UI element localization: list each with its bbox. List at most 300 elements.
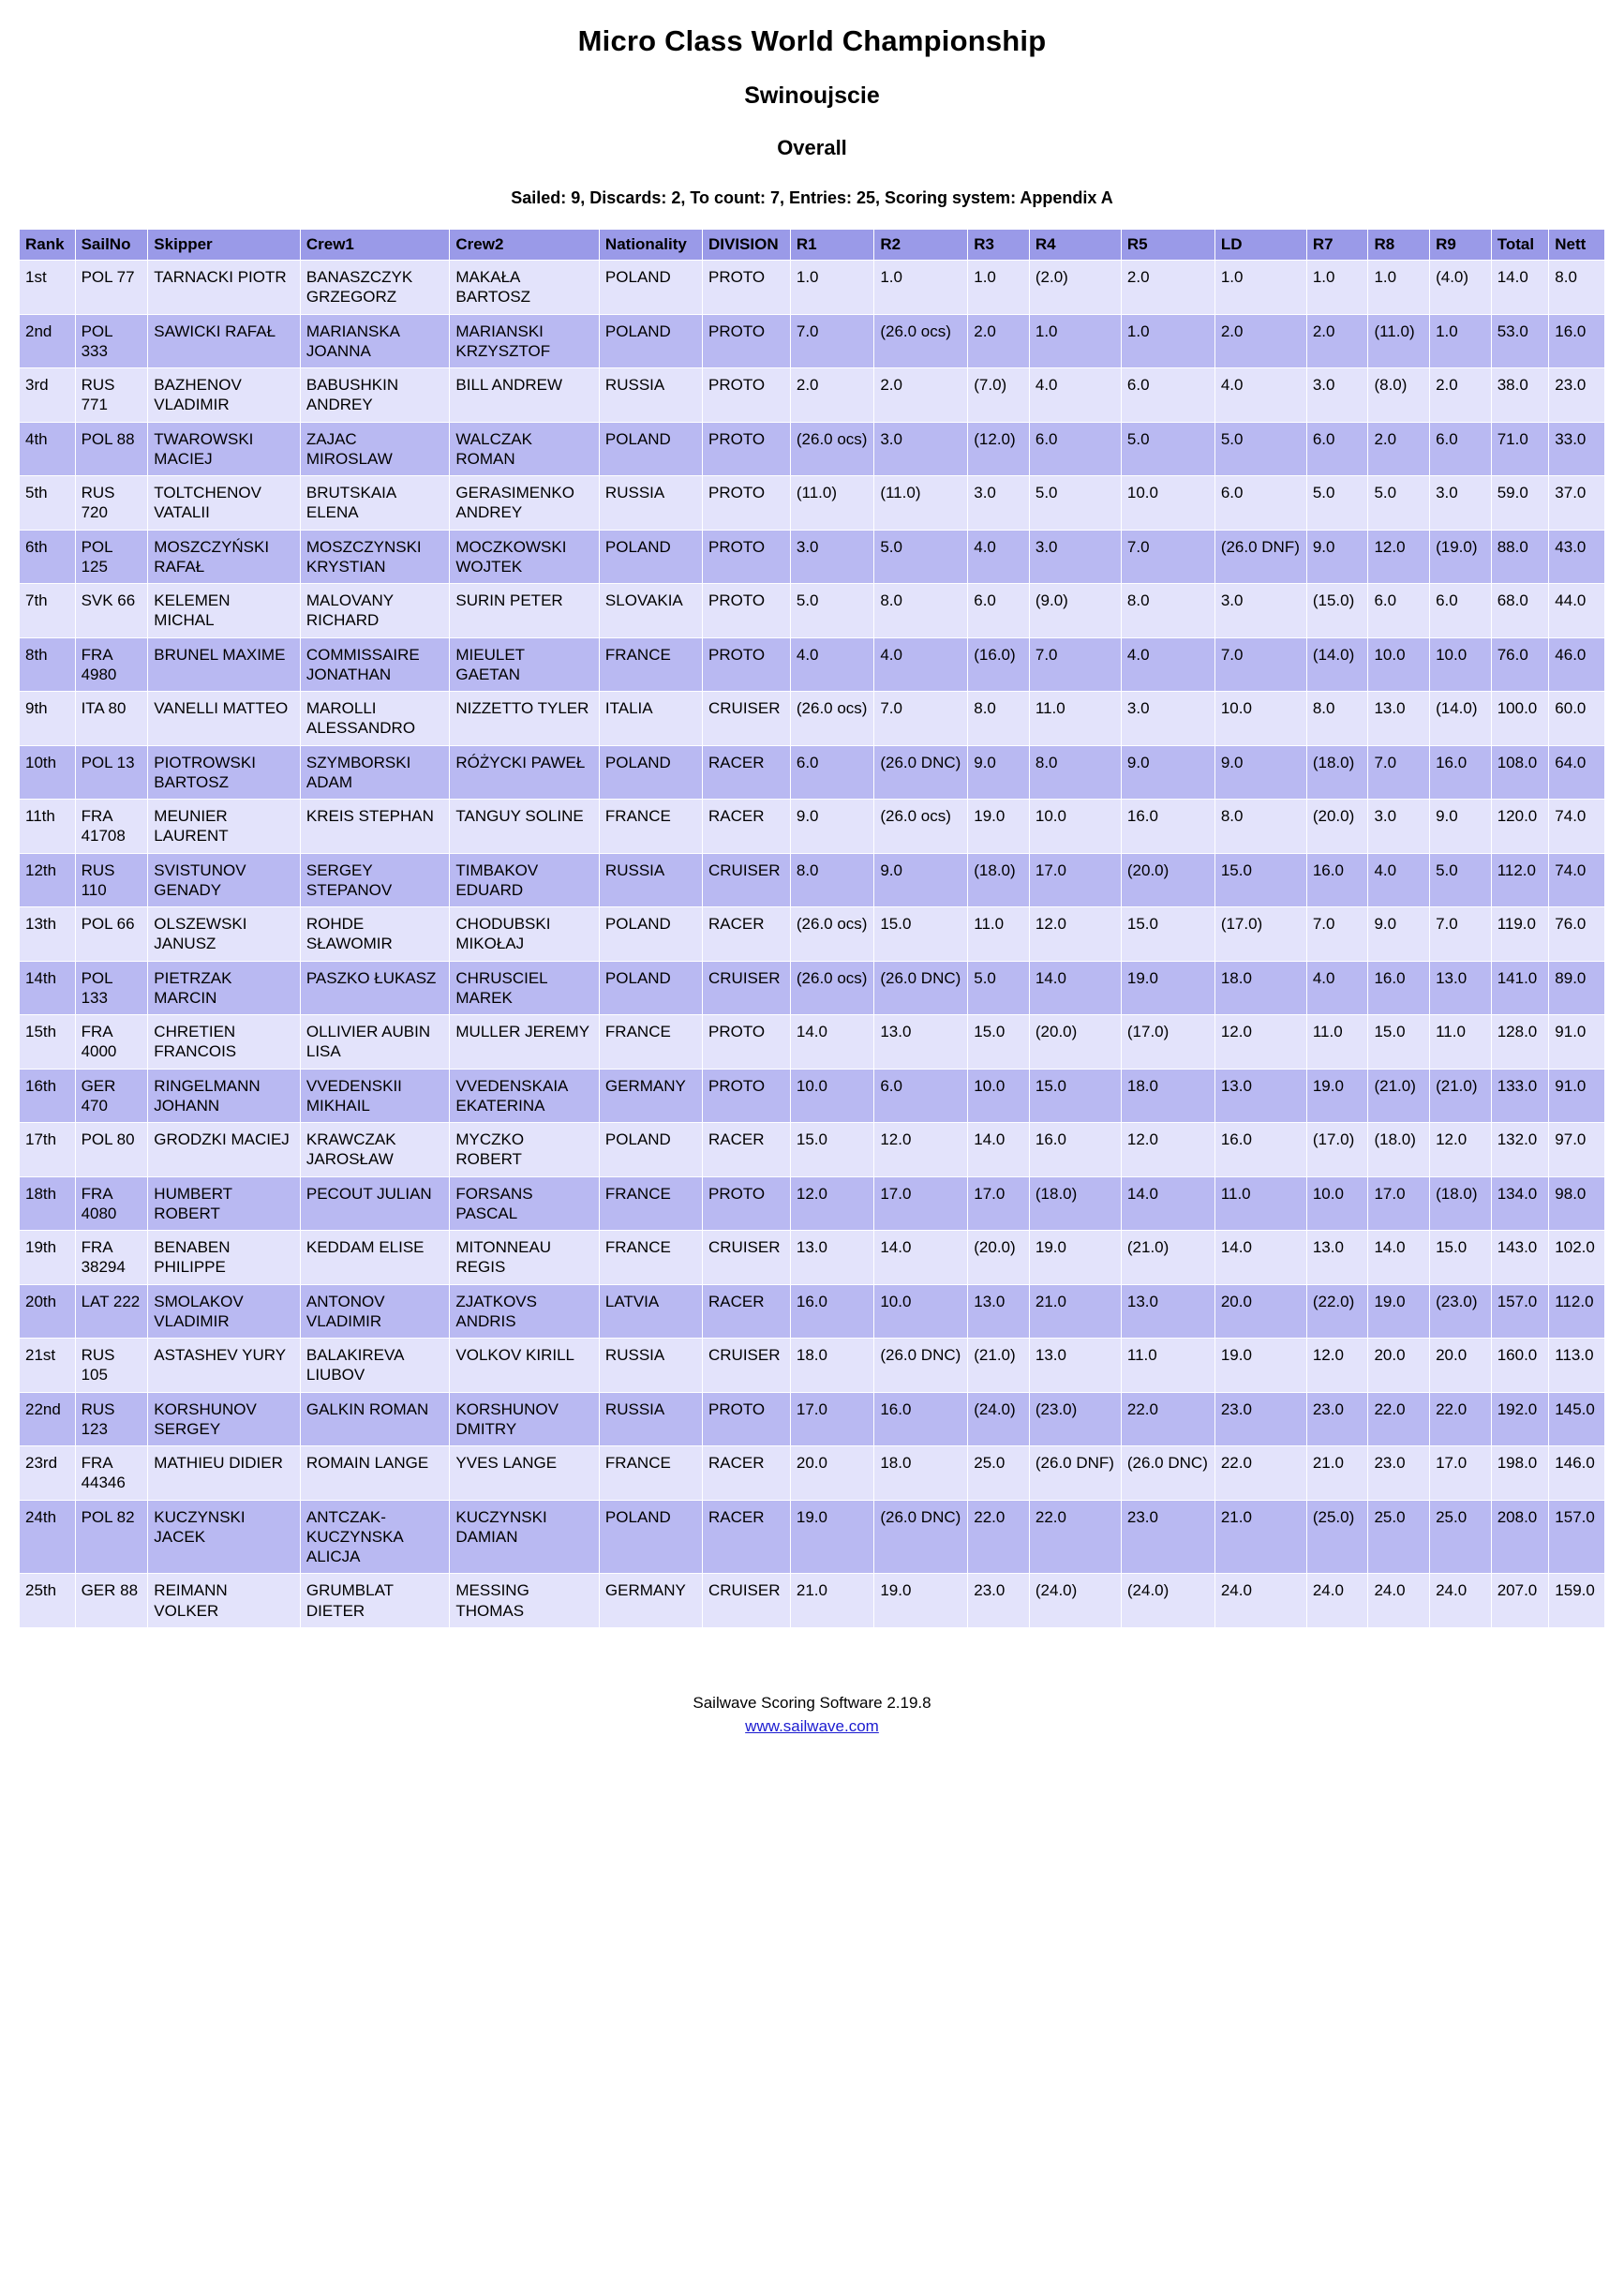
- cell-race-7: 2.0: [1307, 315, 1368, 368]
- cell-race-6: 5.0: [1215, 423, 1306, 476]
- cell-race-6: 23.0: [1215, 1393, 1306, 1446]
- cell-race-8: 9.0: [1368, 907, 1429, 961]
- cell-race-7: 3.0: [1307, 368, 1368, 422]
- cell-race-5: 6.0: [1122, 368, 1214, 422]
- cell-race-8: 10.0: [1368, 638, 1429, 692]
- table-row: [20, 584, 1604, 637]
- cell-race-3: 22.0: [968, 1501, 1029, 1574]
- footer: [0, 1694, 1624, 1736]
- cell-race-3: 3.0: [968, 476, 1029, 530]
- cell-nationality: FRANCE: [600, 1015, 702, 1069]
- cell-division: RACER: [703, 1123, 790, 1176]
- cell-total: 192.0: [1492, 1393, 1549, 1446]
- cell-race-8: 6.0: [1368, 584, 1429, 637]
- column-header-crew2: Crew2: [450, 230, 599, 260]
- cell-nationality: GERMANY: [600, 1070, 702, 1123]
- cell-total: 88.0: [1492, 531, 1549, 584]
- cell-crew2: CHODUBSKI MIKOŁAJ: [450, 907, 599, 961]
- cell-race-8: 13.0: [1368, 692, 1429, 745]
- cell-race-7: 7.0: [1307, 907, 1368, 961]
- cell-race-3: 9.0: [968, 746, 1029, 800]
- cell-race-8: 2.0: [1368, 423, 1429, 476]
- section-heading: Overall: [777, 136, 847, 159]
- table-row: [20, 368, 1604, 422]
- cell-race-6: 15.0: [1215, 854, 1306, 907]
- cell-rank: 9th: [20, 692, 75, 745]
- cell-nationality: RUSSIA: [600, 854, 702, 907]
- cell-nett: 159.0: [1549, 1574, 1604, 1627]
- cell-total: 208.0: [1492, 1501, 1549, 1574]
- cell-race-3: (24.0): [968, 1393, 1029, 1446]
- cell-skipper: MOSZCZYŃSKI RAFAŁ: [148, 531, 300, 584]
- cell-race-7: 8.0: [1307, 692, 1368, 745]
- cell-race-3: 13.0: [968, 1285, 1029, 1339]
- cell-crew2: TIMBAKOV EDUARD: [450, 854, 599, 907]
- cell-nationality: POLAND: [600, 531, 702, 584]
- cell-skipper: KORSHUNOV SERGEY: [148, 1393, 300, 1446]
- cell-race-2: 14.0: [874, 1231, 967, 1284]
- cell-race-8: (18.0): [1368, 1123, 1429, 1176]
- cell-race-1: 13.0: [791, 1231, 873, 1284]
- cell-race-9: 5.0: [1430, 854, 1491, 907]
- cell-race-8: 25.0: [1368, 1501, 1429, 1574]
- cell-race-3: (18.0): [968, 854, 1029, 907]
- column-header-r7: R7: [1307, 230, 1368, 260]
- cell-race-7: 24.0: [1307, 1574, 1368, 1627]
- cell-race-3: 14.0: [968, 1123, 1029, 1176]
- cell-race-5: 23.0: [1122, 1501, 1214, 1574]
- cell-race-5: (24.0): [1122, 1574, 1214, 1627]
- cell-race-8: 5.0: [1368, 476, 1429, 530]
- cell-race-9: 25.0: [1430, 1501, 1491, 1574]
- cell-race-1: (26.0 ocs): [791, 692, 873, 745]
- cell-division: PROTO: [703, 476, 790, 530]
- cell-sailno: POL 133: [76, 962, 148, 1015]
- results-table: [19, 229, 1605, 1628]
- cell-nationality: POLAND: [600, 261, 702, 314]
- cell-rank: 4th: [20, 423, 75, 476]
- cell-sailno: POL 125: [76, 531, 148, 584]
- cell-sailno: GER 88: [76, 1574, 148, 1627]
- cell-race-9: 6.0: [1430, 584, 1491, 637]
- cell-crew2: MOCZKOWSKI WOJTEK: [450, 531, 599, 584]
- cell-nationality: FRANCE: [600, 1446, 702, 1500]
- cell-division: PROTO: [703, 1393, 790, 1446]
- cell-race-3: 19.0: [968, 800, 1029, 853]
- cell-rank: 6th: [20, 531, 75, 584]
- cell-rank: 15th: [20, 1015, 75, 1069]
- results-table-body: [20, 261, 1604, 1627]
- cell-race-3: 1.0: [968, 261, 1029, 314]
- table-row: [20, 854, 1604, 907]
- cell-race-9: 24.0: [1430, 1574, 1491, 1627]
- cell-nett: 146.0: [1549, 1446, 1604, 1500]
- table-row: [20, 1574, 1604, 1627]
- cell-race-9: 10.0: [1430, 638, 1491, 692]
- cell-race-3: (12.0): [968, 423, 1029, 476]
- table-row: [20, 746, 1604, 800]
- cell-race-2: (26.0 DNC): [874, 1501, 967, 1574]
- cell-race-1: 4.0: [791, 638, 873, 692]
- cell-race-3: 6.0: [968, 584, 1029, 637]
- cell-sailno: POL 82: [76, 1501, 148, 1574]
- cell-race-8: 16.0: [1368, 962, 1429, 1015]
- cell-total: 134.0: [1492, 1177, 1549, 1231]
- cell-race-6: 1.0: [1215, 261, 1306, 314]
- cell-race-2: 7.0: [874, 692, 967, 745]
- cell-total: 14.0: [1492, 261, 1549, 314]
- sailwave-link[interactable]: www.sailwave.com: [745, 1716, 879, 1735]
- cell-division: CRUISER: [703, 692, 790, 745]
- cell-race-5: 14.0: [1122, 1177, 1214, 1231]
- cell-race-8: 22.0: [1368, 1393, 1429, 1446]
- cell-nationality: RUSSIA: [600, 368, 702, 422]
- cell-race-9: 17.0: [1430, 1446, 1491, 1500]
- cell-race-5: (17.0): [1122, 1015, 1214, 1069]
- cell-race-6: 8.0: [1215, 800, 1306, 853]
- cell-race-1: (26.0 ocs): [791, 423, 873, 476]
- column-header-nett: Nett: [1549, 230, 1604, 260]
- cell-division: CRUISER: [703, 854, 790, 907]
- cell-rank: 22nd: [20, 1393, 75, 1446]
- cell-race-6: 18.0: [1215, 962, 1306, 1015]
- cell-race-8: 20.0: [1368, 1339, 1429, 1392]
- table-row: [20, 1393, 1604, 1446]
- cell-sailno: POL 333: [76, 315, 148, 368]
- cell-division: RACER: [703, 800, 790, 853]
- cell-total: 68.0: [1492, 584, 1549, 637]
- cell-race-2: (11.0): [874, 476, 967, 530]
- cell-race-7: 21.0: [1307, 1446, 1368, 1500]
- cell-race-5: (20.0): [1122, 854, 1214, 907]
- cell-race-9: 15.0: [1430, 1231, 1491, 1284]
- cell-division: RACER: [703, 1285, 790, 1339]
- table-row: [20, 1015, 1604, 1069]
- cell-race-5: (26.0 DNC): [1122, 1446, 1214, 1500]
- cell-division: PROTO: [703, 531, 790, 584]
- cell-race-1: 1.0: [791, 261, 873, 314]
- cell-race-9: 12.0: [1430, 1123, 1491, 1176]
- column-header-total: Total: [1492, 230, 1549, 260]
- cell-crew2: MESSING THOMAS: [450, 1574, 599, 1627]
- cell-crew1: ANTONOV VLADIMIR: [301, 1285, 450, 1339]
- cell-nett: 64.0: [1549, 746, 1604, 800]
- cell-rank: 7th: [20, 584, 75, 637]
- cell-crew1: BANASZCZYK GRZEGORZ: [301, 261, 450, 314]
- cell-race-7: 13.0: [1307, 1231, 1368, 1284]
- cell-nationality: GERMANY: [600, 1574, 702, 1627]
- cell-race-4: 6.0: [1030, 423, 1121, 476]
- cell-race-3: (20.0): [968, 1231, 1029, 1284]
- cell-skipper: REIMANN VOLKER: [148, 1574, 300, 1627]
- cell-race-4: 1.0: [1030, 315, 1121, 368]
- cell-race-5: 4.0: [1122, 638, 1214, 692]
- cell-race-9: (21.0): [1430, 1070, 1491, 1123]
- cell-crew2: MARIANSKI KRZYSZTOF: [450, 315, 599, 368]
- cell-race-2: 13.0: [874, 1015, 967, 1069]
- column-header-r4: R4: [1030, 230, 1121, 260]
- cell-race-3: 10.0: [968, 1070, 1029, 1123]
- cell-race-1: 12.0: [791, 1177, 873, 1231]
- cell-race-6: 24.0: [1215, 1574, 1306, 1627]
- table-row: [20, 1285, 1604, 1339]
- cell-total: 76.0: [1492, 638, 1549, 692]
- cell-race-1: 19.0: [791, 1501, 873, 1574]
- cell-skipper: BAZHENOV VLADIMIR: [148, 368, 300, 422]
- cell-rank: 14th: [20, 962, 75, 1015]
- cell-crew1: KRAWCZAK JAROSŁAW: [301, 1123, 450, 1176]
- cell-rank: 8th: [20, 638, 75, 692]
- cell-race-6: (17.0): [1215, 907, 1306, 961]
- cell-total: 160.0: [1492, 1339, 1549, 1392]
- cell-nationality: FRANCE: [600, 1231, 702, 1284]
- cell-race-2: 8.0: [874, 584, 967, 637]
- cell-skipper: PIETRZAK MARCIN: [148, 962, 300, 1015]
- cell-race-1: 6.0: [791, 746, 873, 800]
- cell-rank: 20th: [20, 1285, 75, 1339]
- cell-race-6: 9.0: [1215, 746, 1306, 800]
- cell-race-4: (20.0): [1030, 1015, 1121, 1069]
- cell-race-4: (24.0): [1030, 1574, 1121, 1627]
- cell-nationality: POLAND: [600, 962, 702, 1015]
- cell-nationality: FRANCE: [600, 800, 702, 853]
- cell-race-2: 9.0: [874, 854, 967, 907]
- cell-total: 143.0: [1492, 1231, 1549, 1284]
- cell-race-2: 18.0: [874, 1446, 967, 1500]
- cell-race-5: 5.0: [1122, 423, 1214, 476]
- cell-nett: 157.0: [1549, 1501, 1604, 1574]
- cell-race-2: 15.0: [874, 907, 967, 961]
- cell-race-7: 16.0: [1307, 854, 1368, 907]
- cell-crew1: SERGEY STEPANOV: [301, 854, 450, 907]
- cell-division: PROTO: [703, 261, 790, 314]
- column-header-crew1: Crew1: [301, 230, 450, 260]
- cell-crew2: VVEDENSKAIA EKATERINA: [450, 1070, 599, 1123]
- column-header-rank: Rank: [20, 230, 75, 260]
- cell-race-4: 19.0: [1030, 1231, 1121, 1284]
- cell-total: 207.0: [1492, 1574, 1549, 1627]
- cell-sailno: POL 66: [76, 907, 148, 961]
- cell-race-4: 5.0: [1030, 476, 1121, 530]
- cell-sailno: ITA 80: [76, 692, 148, 745]
- cell-crew2: MAKAŁA BARTOSZ: [450, 261, 599, 314]
- cell-race-7: 12.0: [1307, 1339, 1368, 1392]
- cell-race-4: 3.0: [1030, 531, 1121, 584]
- cell-race-4: 17.0: [1030, 854, 1121, 907]
- cell-total: 133.0: [1492, 1070, 1549, 1123]
- cell-division: PROTO: [703, 1177, 790, 1231]
- cell-race-3: 2.0: [968, 315, 1029, 368]
- cell-race-6: 14.0: [1215, 1231, 1306, 1284]
- cell-crew1: PECOUT JULIAN: [301, 1177, 450, 1231]
- cell-total: 71.0: [1492, 423, 1549, 476]
- cell-division: RACER: [703, 907, 790, 961]
- cell-race-4: 21.0: [1030, 1285, 1121, 1339]
- cell-total: 132.0: [1492, 1123, 1549, 1176]
- cell-race-3: 15.0: [968, 1015, 1029, 1069]
- cell-race-7: 6.0: [1307, 423, 1368, 476]
- cell-rank: 19th: [20, 1231, 75, 1284]
- cell-race-3: (7.0): [968, 368, 1029, 422]
- cell-race-5: 2.0: [1122, 261, 1214, 314]
- table-row: [20, 962, 1604, 1015]
- cell-nett: 91.0: [1549, 1070, 1604, 1123]
- cell-race-8: 24.0: [1368, 1574, 1429, 1627]
- cell-division: PROTO: [703, 423, 790, 476]
- cell-skipper: SAWICKI RAFAŁ: [148, 315, 300, 368]
- cell-nett: 76.0: [1549, 907, 1604, 961]
- cell-crew1: VVEDENSKII MIKHAIL: [301, 1070, 450, 1123]
- cell-nett: 74.0: [1549, 854, 1604, 907]
- column-header-r8: R8: [1368, 230, 1429, 260]
- cell-race-7: (14.0): [1307, 638, 1368, 692]
- cell-sailno: FRA 4980: [76, 638, 148, 692]
- cell-race-8: (8.0): [1368, 368, 1429, 422]
- table-row: [20, 531, 1604, 584]
- cell-race-4: 16.0: [1030, 1123, 1121, 1176]
- cell-nationality: RUSSIA: [600, 476, 702, 530]
- cell-crew2: NIZZETTO TYLER: [450, 692, 599, 745]
- cell-division: CRUISER: [703, 1574, 790, 1627]
- cell-sailno: POL 13: [76, 746, 148, 800]
- cell-rank: 10th: [20, 746, 75, 800]
- cell-skipper: HUMBERT ROBERT: [148, 1177, 300, 1231]
- cell-race-6: 13.0: [1215, 1070, 1306, 1123]
- column-header-nationality: Nationality: [600, 230, 702, 260]
- cell-race-8: (11.0): [1368, 315, 1429, 368]
- cell-crew2: MIEULET GAETAN: [450, 638, 599, 692]
- cell-total: 141.0: [1492, 962, 1549, 1015]
- cell-nett: 8.0: [1549, 261, 1604, 314]
- cell-race-5: 7.0: [1122, 531, 1214, 584]
- cell-skipper: SVISTUNOV GENADY: [148, 854, 300, 907]
- cell-race-6: 2.0: [1215, 315, 1306, 368]
- cell-nationality: SLOVAKIA: [600, 584, 702, 637]
- cell-nationality: LATVIA: [600, 1285, 702, 1339]
- cell-race-1: 21.0: [791, 1574, 873, 1627]
- cell-nett: 23.0: [1549, 368, 1604, 422]
- cell-crew1: MARIANSKA JOANNA: [301, 315, 450, 368]
- cell-division: CRUISER: [703, 1339, 790, 1392]
- cell-sailno: RUS 123: [76, 1393, 148, 1446]
- cell-race-4: 10.0: [1030, 800, 1121, 853]
- cell-race-6: 22.0: [1215, 1446, 1306, 1500]
- column-header-skipper: Skipper: [148, 230, 300, 260]
- cell-race-9: (19.0): [1430, 531, 1491, 584]
- cell-race-5: 10.0: [1122, 476, 1214, 530]
- cell-skipper: OLSZEWSKI JANUSZ: [148, 907, 300, 961]
- table-row: [20, 800, 1604, 853]
- cell-crew2: KUCZYNSKI DAMIAN: [450, 1501, 599, 1574]
- cell-race-8: 23.0: [1368, 1446, 1429, 1500]
- cell-crew2: RÓŻYCKI PAWEŁ: [450, 746, 599, 800]
- cell-race-5: 8.0: [1122, 584, 1214, 637]
- cell-sailno: RUS 105: [76, 1339, 148, 1392]
- cell-race-4: 4.0: [1030, 368, 1121, 422]
- cell-crew1: GALKIN ROMAN: [301, 1393, 450, 1446]
- cell-race-6: 19.0: [1215, 1339, 1306, 1392]
- cell-nationality: POLAND: [600, 907, 702, 961]
- cell-race-1: 5.0: [791, 584, 873, 637]
- cell-nationality: POLAND: [600, 746, 702, 800]
- cell-race-2: (26.0 ocs): [874, 315, 967, 368]
- cell-race-4: 7.0: [1030, 638, 1121, 692]
- cell-race-1: 15.0: [791, 1123, 873, 1176]
- cell-nett: 89.0: [1549, 962, 1604, 1015]
- cell-race-6: 4.0: [1215, 368, 1306, 422]
- cell-division: RACER: [703, 1446, 790, 1500]
- cell-race-2: 1.0: [874, 261, 967, 314]
- cell-race-6: 10.0: [1215, 692, 1306, 745]
- cell-crew1: BABUSHKIN ANDREY: [301, 368, 450, 422]
- column-header-ld: LD: [1215, 230, 1306, 260]
- cell-race-7: (20.0): [1307, 800, 1368, 853]
- cell-crew2: GERASIMENKO ANDREY: [450, 476, 599, 530]
- footer-software: Sailwave Scoring Software 2.19.8: [693, 1693, 931, 1712]
- cell-race-6: (26.0 DNF): [1215, 531, 1306, 584]
- cell-race-8: (21.0): [1368, 1070, 1429, 1123]
- cell-race-4: 13.0: [1030, 1339, 1121, 1392]
- page-title: Micro Class World Championship: [577, 24, 1047, 57]
- series-summary: Sailed: 9, Discards: 2, To count: 7, Entries: 25, Scoring system: Appendix A: [511, 188, 1113, 207]
- cell-sailno: POL 88: [76, 423, 148, 476]
- cell-race-1: 10.0: [791, 1070, 873, 1123]
- cell-race-6: 7.0: [1215, 638, 1306, 692]
- cell-division: PROTO: [703, 368, 790, 422]
- cell-race-2: 6.0: [874, 1070, 967, 1123]
- table-row: [20, 261, 1604, 314]
- cell-crew1: KREIS STEPHAN: [301, 800, 450, 853]
- table-row: [20, 907, 1604, 961]
- cell-race-7: 9.0: [1307, 531, 1368, 584]
- table-row: [20, 1501, 1604, 1574]
- cell-race-6: 6.0: [1215, 476, 1306, 530]
- cell-race-4: (2.0): [1030, 261, 1121, 314]
- cell-race-7: (25.0): [1307, 1501, 1368, 1574]
- cell-rank: 12th: [20, 854, 75, 907]
- cell-race-7: 5.0: [1307, 476, 1368, 530]
- cell-rank: 1st: [20, 261, 75, 314]
- cell-race-3: 8.0: [968, 692, 1029, 745]
- cell-race-9: 13.0: [1430, 962, 1491, 1015]
- cell-sailno: POL 77: [76, 261, 148, 314]
- cell-division: PROTO: [703, 1015, 790, 1069]
- cell-crew2: MITONNEAU REGIS: [450, 1231, 599, 1284]
- cell-crew1: ZAJAC MIROSLAW: [301, 423, 450, 476]
- cell-race-7: 1.0: [1307, 261, 1368, 314]
- cell-total: 112.0: [1492, 854, 1549, 907]
- cell-race-6: 11.0: [1215, 1177, 1306, 1231]
- cell-nett: 16.0: [1549, 315, 1604, 368]
- cell-nationality: POLAND: [600, 1123, 702, 1176]
- cell-race-4: (9.0): [1030, 584, 1121, 637]
- table-row: [20, 692, 1604, 745]
- cell-rank: 3rd: [20, 368, 75, 422]
- cell-race-4: 12.0: [1030, 907, 1121, 961]
- cell-nationality: POLAND: [600, 1501, 702, 1574]
- cell-sailno: RUS 110: [76, 854, 148, 907]
- cell-race-2: 5.0: [874, 531, 967, 584]
- cell-nationality: POLAND: [600, 315, 702, 368]
- cell-crew2: FORSANS PASCAL: [450, 1177, 599, 1231]
- cell-crew2: YVES LANGE: [450, 1446, 599, 1500]
- cell-division: PROTO: [703, 638, 790, 692]
- cell-crew1: ANTCZAK-KUCZYNSKA ALICJA: [301, 1501, 450, 1574]
- cell-nett: 33.0: [1549, 423, 1604, 476]
- cell-race-3: (21.0): [968, 1339, 1029, 1392]
- cell-race-5: 18.0: [1122, 1070, 1214, 1123]
- cell-race-3: 4.0: [968, 531, 1029, 584]
